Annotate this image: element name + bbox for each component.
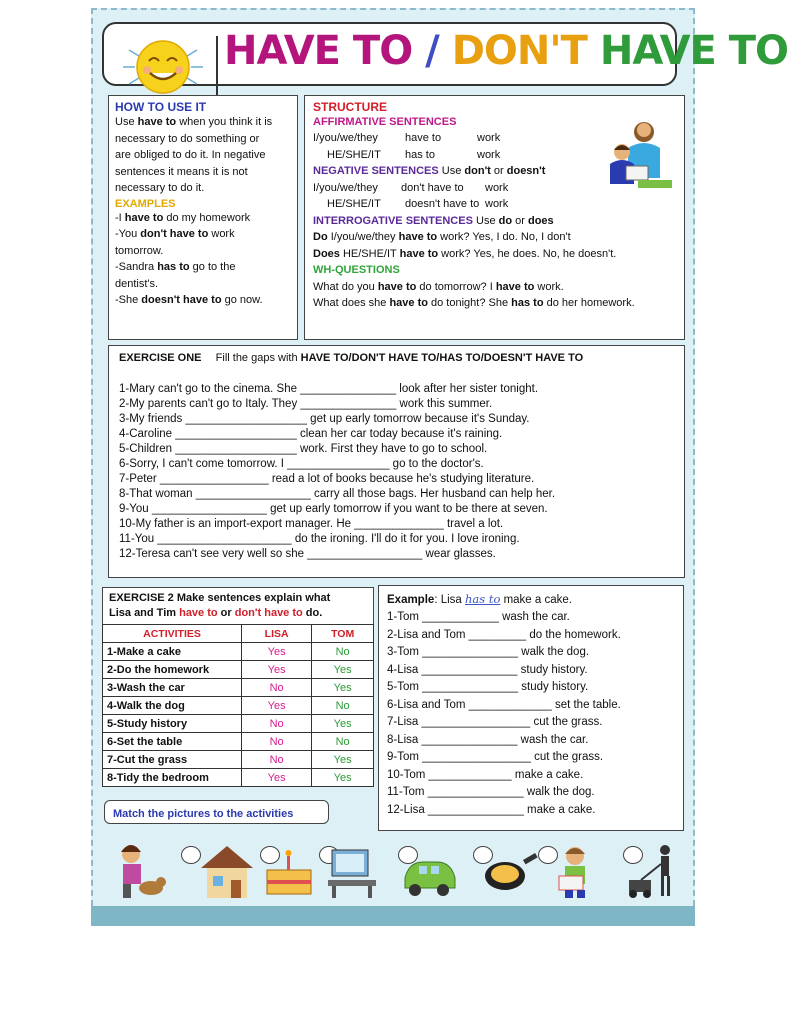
sun-panel xyxy=(113,36,218,100)
structure-heading: STRUCTURE xyxy=(313,100,387,114)
house-icon xyxy=(197,840,257,902)
table-row: 7-Cut the grass No Yes xyxy=(103,751,374,769)
exercise-one-item: 2-My parents can't go to Italy. They _______________ work this summer. xyxy=(119,398,493,410)
example-sentence: Example: Lisa has to make a cake. xyxy=(387,592,572,606)
boy-studying-icon xyxy=(545,840,605,902)
exercise-one-item: 3-My friends ___________________ get up early tomorrow because it's Sunday. xyxy=(119,413,530,425)
sentence-item: 11-Tom _______________ walk the dog. xyxy=(387,786,595,798)
title-separator: / xyxy=(412,28,452,74)
exercise-one-item: 12-Teresa can't see very well so she __________________ wear glasses. xyxy=(119,548,496,560)
match-instruction-text: Match the pictures to the activities xyxy=(113,808,294,820)
exercise-two-header: EXERCISE 2 Make sentences explain what Lisa and Tim have to or don't have to do. xyxy=(102,587,374,624)
table-row: 8-Tidy the bedroom Yes Yes xyxy=(103,769,374,787)
frying-pan-icon xyxy=(479,840,539,902)
exercise-two-heading: EXERCISE 2 xyxy=(109,592,174,604)
girl-with-dog-icon xyxy=(107,840,167,902)
table-header-row xyxy=(103,625,374,643)
sentence-item: 4-Lisa _______________ study history. xyxy=(387,663,588,676)
sentence-item: 7-Lisa _________________ cut the grass. xyxy=(387,716,603,728)
exercise-two-sentences-panel xyxy=(378,585,684,831)
title-have-to: HAVE TO xyxy=(224,28,413,74)
title-have-to-2: HAVE TO xyxy=(599,28,788,74)
exercise-one-item: 8-That woman __________________ carry all those bags. Her husband can help her. xyxy=(119,488,556,500)
sentence-item: 3-Tom _______________ walk the dog. xyxy=(387,646,590,658)
title-dont: DON'T xyxy=(451,28,587,74)
worksheet-page xyxy=(91,8,788,926)
exercise-two-panel xyxy=(102,587,374,787)
sentence-item: 1-Tom ____________ wash the car. xyxy=(387,611,570,623)
exercise-one-item: 5-Children ___________________ work. First they have to go to school. xyxy=(119,443,488,455)
car-wash-icon xyxy=(399,840,459,902)
smiling-sun-icon xyxy=(113,36,213,98)
column-header: ACTIVITIES xyxy=(103,625,242,643)
exercise-one-item: 11-You _____________________ do the ironing. I'll do it for you. I love ironing. xyxy=(119,533,520,545)
how-to-use-panel xyxy=(108,95,298,340)
computer-desk-icon xyxy=(322,840,382,902)
interrogative-heading: INTERROGATIVE SENTENCES xyxy=(313,214,473,227)
title-banner xyxy=(102,22,788,86)
table-row: 2-Do the homework Yes Yes xyxy=(103,661,374,679)
exercise-one-panel xyxy=(108,345,685,578)
family-reading-icon xyxy=(600,118,678,192)
exercise-one-item: 7-Peter _________________ read a lot of books because he's studying literature. xyxy=(119,473,535,485)
sentence-item: 2-Lisa and Tom _________ do the homework. xyxy=(387,628,621,641)
match-instruction-box xyxy=(104,800,329,824)
sentence-item: 10-Tom _____________ make a cake. xyxy=(387,768,584,781)
lawnmower-icon xyxy=(621,840,681,902)
sentence-item: 12-Lisa _______________ make a cake. xyxy=(387,803,596,816)
column-header: LISA xyxy=(241,625,311,643)
exercise-one-heading: EXERCISE ONE xyxy=(119,352,202,364)
table-row: 3-Wash the car No Yes xyxy=(103,679,374,697)
affirmative-heading: AFFIRMATIVE SENTENCES xyxy=(313,116,457,128)
examples-heading: EXAMPLES xyxy=(115,197,176,210)
footer-bar xyxy=(91,906,695,926)
cake-icon xyxy=(259,840,319,902)
column-header: TOM xyxy=(312,625,374,643)
exercise-one-item: 1-Mary can't go to the cinema. She _______________ look after her sister tonight. xyxy=(119,383,539,395)
sentence-item: 9-Tom _________________ cut the grass. xyxy=(387,751,604,763)
examples-list: -I have to do my homework -You don't have to work tomorrow. -Sandra has to go to the dentist's. -She doesn't have to go now. xyxy=(115,211,263,306)
exercise-one-item: 9-You __________________ get up early tomorrow if you want to be there at seven. xyxy=(119,503,548,515)
table-row: 4-Walk the dog Yes No xyxy=(103,697,374,715)
exercise-one-item: 6-Sorry, I can't come tomorrow. I ________________ go to the doctor's. xyxy=(119,458,484,470)
sentence-item: 8-Lisa _______________ wash the car. xyxy=(387,733,589,746)
how-to-use-text: Use have to when you think it is necessary to do something or are obliged to do it. In negative sentences it means it is not necessary to do it. xyxy=(115,116,273,194)
how-to-use-heading: HOW TO USE IT xyxy=(115,100,207,114)
structure-panel: STRUCTURE AFFIRMATIVE SENTENCES I/you/we/they have to work HE/SHE/IT has to work NEGATIVE SENTENCES Use don't or doesn't I/you/we/they don't have to work HE/SHE/IT doesn't have to work INTERROGATIVE SENTENCES Use do or does Do I/you/we/they have to work? Yes, I do. No, I don't Does HE/SHE/IT have to work? Yes, he does. No, he doesn't. WH-QUESTIONS What do you have to do tomorrow? I have to work. What does she have to do tonight? She has to do her homework. xyxy=(304,95,685,340)
activities-table xyxy=(102,624,374,787)
exercise-one-header: EXERCISE ONE Fill the gaps with HAVE TO/DON'T HAVE TO/HAS TO/DOESN'T HAVE TO xyxy=(119,352,584,364)
table-row: 1-Make a cake Yes No xyxy=(103,643,374,661)
page-title xyxy=(224,28,788,74)
wh-questions-heading: WH-QUESTIONS xyxy=(313,264,400,276)
table-row: 6-Set the table No No xyxy=(103,733,374,751)
sentence-item: 5-Tom _______________ study history. xyxy=(387,681,589,693)
exercise-one-item: 10-My father is an import-export manager. He ______________ travel a lot. xyxy=(119,518,504,530)
handwritten-answer: has to xyxy=(465,592,501,606)
sentence-item: 6-Lisa and Tom _____________ set the table. xyxy=(387,698,621,711)
exercise-one-item: 4-Caroline ___________________ clean her car today because it's raining. xyxy=(119,428,503,440)
table-row: 5-Study history No Yes xyxy=(103,715,374,733)
negative-heading: NEGATIVE SENTENCES xyxy=(313,165,439,177)
